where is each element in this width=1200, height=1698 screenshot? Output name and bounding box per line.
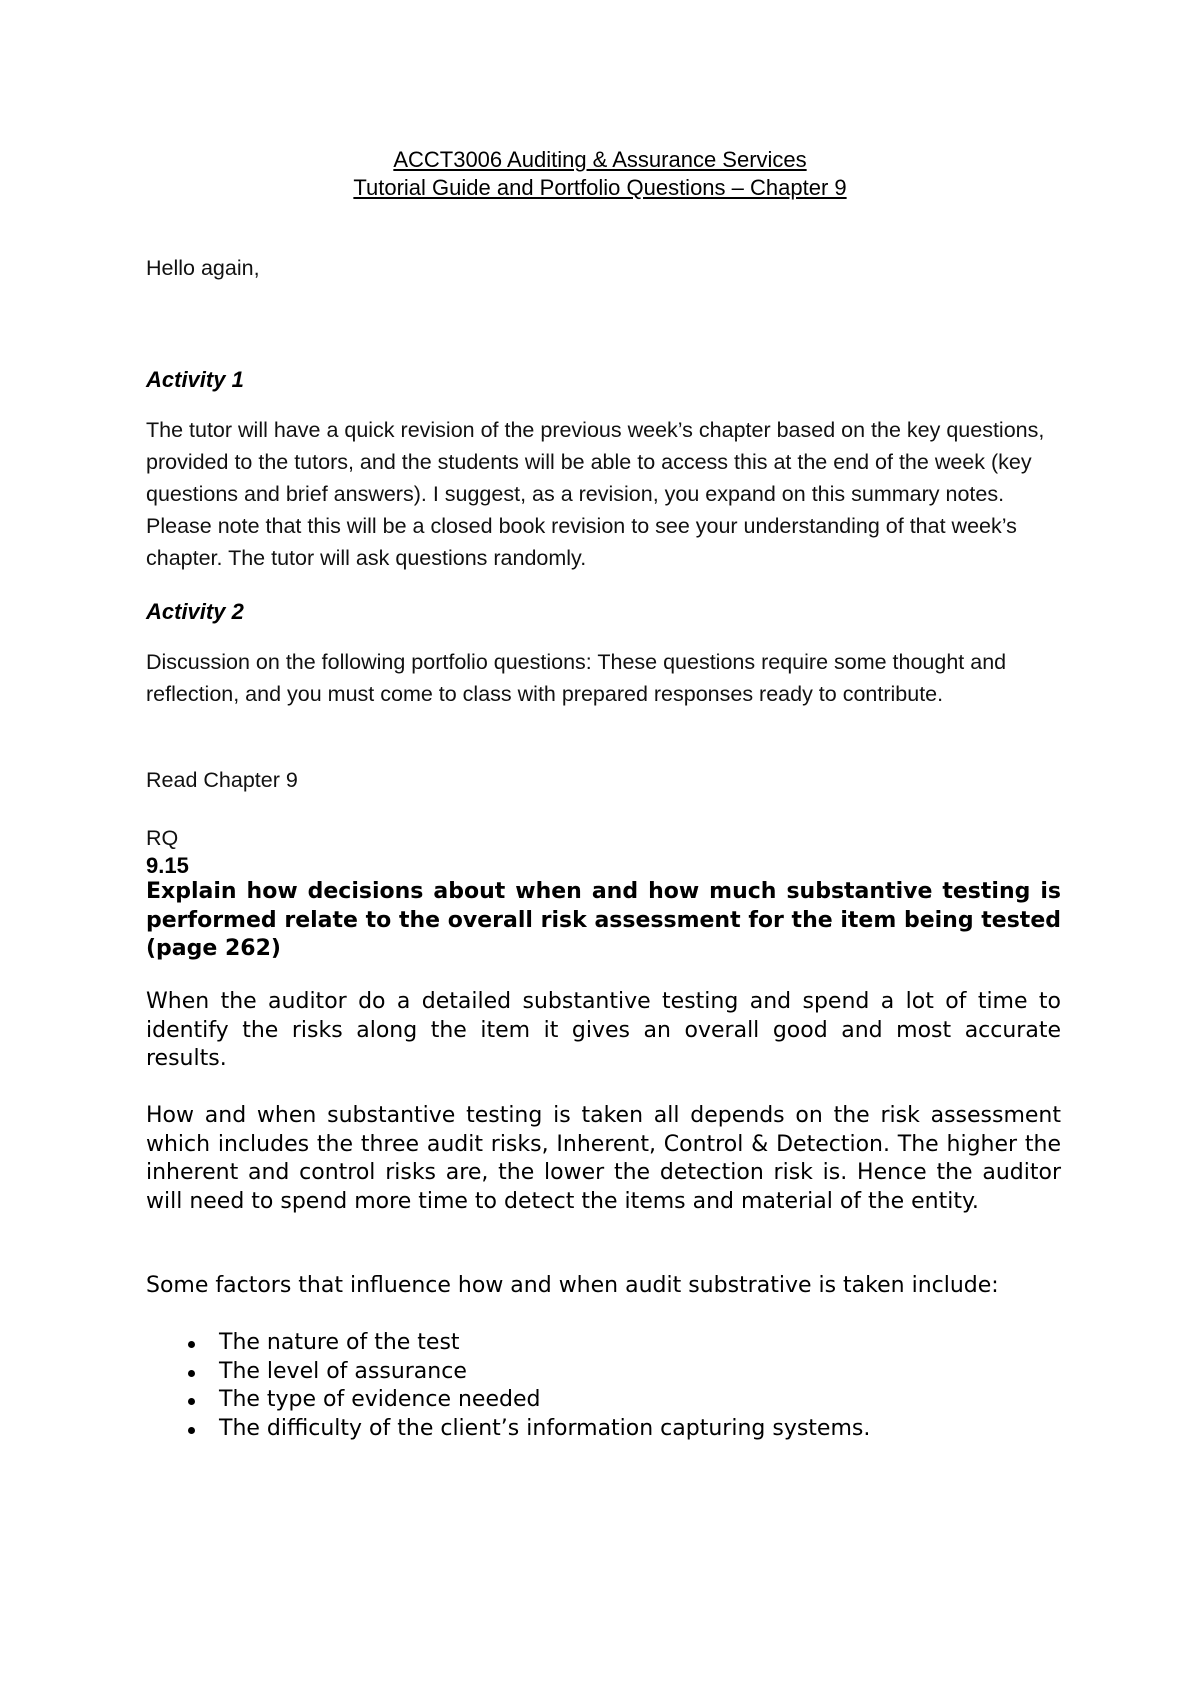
bullet-icon <box>188 1341 195 1348</box>
list-item: The nature of the test <box>146 1329 1061 1358</box>
activity-1-heading: Activity 1 <box>146 367 244 392</box>
answer-paragraph-2: How and when substantive testing is taken all depends on the risk assessment which includes the three audit risks, Inherent, Control & Detection. The higher the inherent and control risks are, the lower the detection risk is. Hence the auditor will need to spend more time to detect the items and material of the entity. <box>146 1103 1061 1214</box>
bullet-icon <box>188 1398 195 1405</box>
question-number: 9.15 <box>146 853 189 878</box>
greeting-text: Hello again, <box>146 256 260 280</box>
document-title-subtitle: Tutorial Guide and Portfolio Questions – Chapter 9 <box>353 175 847 200</box>
list-item: The difficulty of the client’s information capturing systems. <box>146 1415 1061 1444</box>
activity-2-heading: Activity 2 <box>146 599 244 624</box>
question-text: Explain how decisions about when and how much substantive testing is performed relate to the overall risk assessment for the item being tested (page 262) <box>146 879 1061 961</box>
list-item: The level of assurance <box>146 1358 1061 1387</box>
answer-paragraph-1: When the auditor do a detailed substantive testing and spend a lot of time to identify the risks along the item it gives an overall good and most accurate results. <box>146 989 1061 1071</box>
factors-list <box>146 1329 1061 1443</box>
question-label: RQ <box>146 826 179 850</box>
activity-2-body: Discussion on the following portfolio questions: These questions require some thought and reflection, and you must come to class with prepared responses ready to contribute. <box>146 650 1007 706</box>
bullet-icon <box>188 1427 195 1434</box>
bullet-icon <box>188 1370 195 1377</box>
read-chapter-text: Read Chapter 9 <box>146 768 298 792</box>
document-title-course: ACCT3006 Auditing & Assurance Services <box>393 147 807 172</box>
activity-1-body: The tutor will have a quick revision of the previous week’s chapter based on the key questions, provided to the tutors, and the students will be able to access this at the end of the week (key questions and brief answers). I suggest, as a revision, you expand on this summary notes. Please note that this will be a closed book revision to see your understanding of that week’s chapter. The tutor will ask questions randomly. <box>146 418 1045 570</box>
answer-paragraph-3: Some factors that influence how and when audit substrative is taken include: <box>146 1273 999 1298</box>
list-item: The type of evidence needed <box>146 1386 1061 1415</box>
